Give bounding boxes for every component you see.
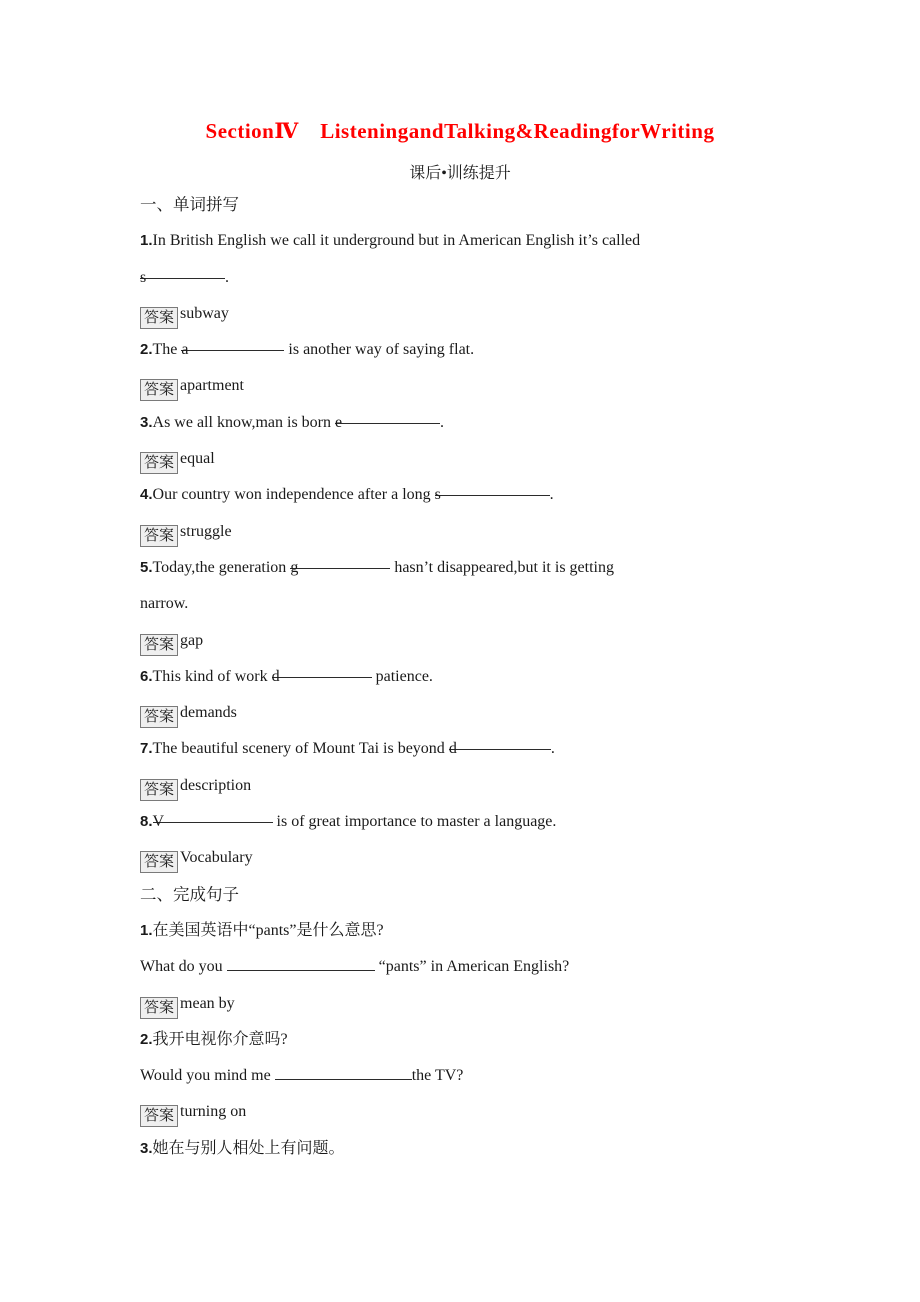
answer-line: [140, 840, 788, 876]
answer-text: equal: [180, 450, 215, 468]
answer-text: turning on: [180, 1103, 247, 1121]
answer-text: apartment: [180, 377, 244, 395]
exercise-line: [140, 477, 788, 513]
exercise-line: [140, 913, 788, 949]
text-run: 在美国英语中“pants”是什么意思?: [152, 921, 384, 939]
answer-line: [140, 695, 788, 731]
text-run: What do you: [140, 958, 227, 976]
text-run: The beautiful scenery of Mount Tai is beyond: [152, 740, 449, 758]
item-number: 5.: [140, 558, 153, 576]
text-run: hasn’t disappeared,but it is getting: [390, 558, 614, 576]
text-run: Today,the generation: [152, 558, 291, 576]
answer-text: gap: [180, 631, 204, 649]
fill-blank: V: [153, 804, 273, 823]
fill-blank: [275, 1061, 412, 1080]
text-run: 一、单词拼写: [140, 195, 239, 214]
answer-line: [140, 986, 788, 1022]
answer-text: demands: [180, 704, 237, 722]
answer-line: [140, 623, 788, 659]
text-run: is another way of saying flat.: [284, 341, 475, 359]
answer-badge: 答案: [140, 706, 178, 728]
text-run: The: [152, 341, 182, 359]
text-run: .: [549, 486, 554, 504]
page-title: SectionⅣ ListeningandTalking&ReadingforWriting: [205, 119, 715, 143]
fill-blank: s: [140, 260, 225, 279]
answer-badge: 答案: [140, 379, 178, 401]
text-run: narrow.: [140, 595, 189, 613]
answer-text: subway: [180, 304, 229, 322]
exercise-line: [140, 949, 788, 985]
fill-blank: d: [272, 659, 372, 678]
item-number: 1.: [140, 921, 153, 939]
text-run: patience.: [371, 667, 433, 685]
fill-blank: s: [435, 477, 550, 496]
exercise-line: [140, 1022, 788, 1058]
item-number: 8.: [140, 813, 153, 831]
section-heading: [140, 187, 788, 223]
text-run: is of great importance to master a language.: [272, 813, 557, 831]
answer-text: struggle: [180, 522, 232, 540]
fill-blank: [227, 952, 375, 971]
fill-blank: a: [181, 332, 284, 351]
answer-text: Vocabulary: [180, 849, 253, 867]
exercise-line: [140, 223, 788, 259]
answer-badge: 答案: [140, 1105, 178, 1127]
text-run: “pants” in American English?: [374, 958, 570, 976]
content: [140, 187, 788, 1167]
answer-badge: 答案: [140, 307, 178, 329]
item-number: 3.: [140, 413, 153, 431]
answer-badge: 答案: [140, 779, 178, 801]
item-number: 3.: [140, 1139, 153, 1157]
answer-text: description: [180, 776, 252, 794]
answer-badge: 答案: [140, 851, 178, 873]
text-run: This kind of work: [152, 667, 272, 685]
answer-badge: 答案: [140, 634, 178, 656]
text-run: In British English we call it underground but in American English it’s called: [152, 232, 641, 250]
exercise-line: [140, 405, 788, 441]
exercise-line: [140, 586, 788, 622]
item-number: 1.: [140, 232, 153, 250]
item-number: 2.: [140, 1030, 153, 1048]
text-run: 二、完成句子: [140, 884, 239, 904]
fill-blank: d: [449, 731, 551, 750]
fill-blank: g: [290, 550, 390, 569]
exercise-line: [140, 260, 788, 296]
text-run: .: [225, 268, 229, 286]
exercise-line: [140, 659, 788, 695]
text-run: the TV?: [411, 1067, 464, 1085]
text-run: Our country won independence after a long: [152, 486, 435, 504]
exercise-line: [140, 731, 788, 767]
answer-badge: 答案: [140, 997, 178, 1019]
item-number: 7.: [140, 740, 153, 758]
text-run: Would you mind me: [140, 1067, 275, 1085]
answer-badge: 答案: [140, 452, 178, 474]
exercise-line: [140, 1058, 788, 1094]
answer-line: [140, 514, 788, 550]
exercise-line: [140, 332, 788, 368]
text-run: 我开电视你介意吗?: [152, 1030, 288, 1048]
text-run: .: [440, 413, 445, 431]
exercise-line: [140, 1131, 788, 1167]
answer-line: [140, 1094, 788, 1130]
answer-text: mean by: [180, 994, 235, 1012]
answer-line: [140, 296, 788, 332]
exercise-line: [140, 550, 788, 586]
text-run: 她在与别人相处上有问题。: [152, 1139, 345, 1157]
item-number: 4.: [140, 486, 153, 504]
item-number: 6.: [140, 667, 153, 685]
answer-line: [140, 768, 788, 804]
answer-badge: 答案: [140, 525, 178, 547]
section-heading: [140, 877, 788, 913]
fill-blank: e: [335, 405, 440, 424]
answer-line: [140, 368, 788, 404]
text-run: As we all know,man is born: [152, 413, 336, 431]
page-subtitle: 课后•训练提升: [409, 165, 511, 182]
answer-line: [140, 441, 788, 477]
item-number: 2.: [140, 341, 153, 359]
text-run: .: [550, 740, 555, 758]
exercise-line: [140, 804, 788, 840]
